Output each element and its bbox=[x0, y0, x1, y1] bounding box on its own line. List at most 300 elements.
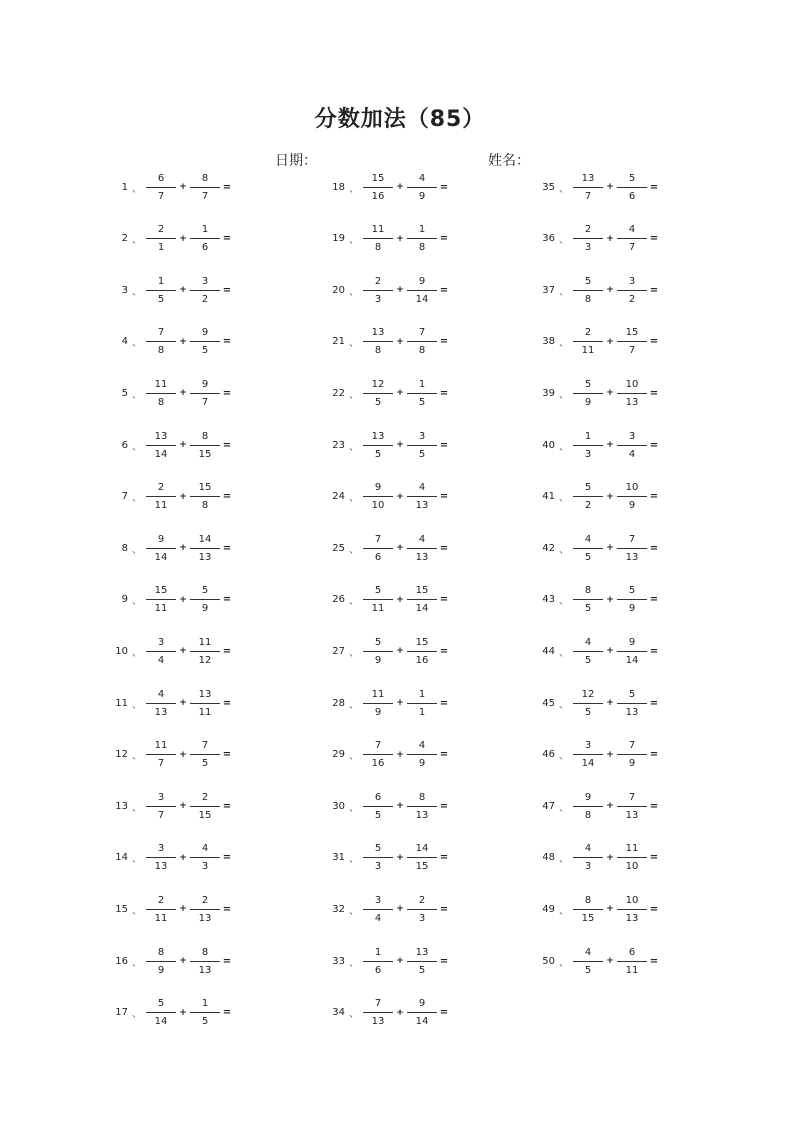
second-fraction bbox=[617, 172, 647, 203]
number-separator: 、 bbox=[349, 544, 359, 556]
fraction-bar bbox=[363, 806, 393, 807]
denominator: 11 bbox=[198, 706, 212, 718]
numerator: 1 bbox=[418, 688, 426, 700]
numerator: 4 bbox=[157, 688, 165, 700]
fraction-bar bbox=[573, 290, 603, 291]
problem-item bbox=[527, 579, 742, 621]
equals-sign: = bbox=[439, 594, 449, 606]
plus-sign: + bbox=[606, 852, 614, 863]
denominator: 9 bbox=[374, 654, 382, 666]
first-fraction bbox=[363, 842, 393, 873]
denominator: 5 bbox=[584, 654, 592, 666]
plus-sign: + bbox=[606, 543, 614, 554]
first-fraction bbox=[146, 842, 176, 873]
number-separator: 、 bbox=[132, 441, 142, 453]
problem-item bbox=[100, 579, 315, 621]
numerator: 4 bbox=[418, 740, 426, 752]
denominator: 3 bbox=[374, 861, 382, 873]
fraction-bar bbox=[190, 754, 220, 755]
denominator: 3 bbox=[374, 293, 382, 305]
problem-item bbox=[317, 837, 532, 879]
fraction-bar bbox=[363, 909, 393, 910]
problem-number: 1 bbox=[121, 181, 128, 193]
fraction-bar bbox=[617, 754, 647, 755]
denominator: 3 bbox=[584, 448, 592, 460]
first-fraction bbox=[363, 378, 393, 409]
denominator: 12 bbox=[198, 654, 212, 666]
denominator: 8 bbox=[584, 809, 592, 821]
fraction-bar bbox=[146, 341, 176, 342]
plus-sign: + bbox=[179, 543, 187, 554]
numerator: 9 bbox=[584, 791, 592, 803]
fraction-bar bbox=[573, 857, 603, 858]
numerator: 5 bbox=[201, 585, 209, 597]
fraction-bar bbox=[363, 1012, 393, 1013]
numerator: 11 bbox=[198, 636, 212, 648]
fraction-bar bbox=[617, 496, 647, 497]
second-fraction bbox=[407, 223, 437, 254]
second-fraction bbox=[407, 275, 437, 306]
first-fraction bbox=[146, 481, 176, 512]
first-fraction bbox=[146, 997, 176, 1028]
denominator: 8 bbox=[201, 500, 209, 512]
denominator: 3 bbox=[201, 861, 209, 873]
problem-item bbox=[527, 837, 742, 879]
numerator: 8 bbox=[584, 585, 592, 597]
problem-item bbox=[100, 682, 315, 724]
second-fraction bbox=[407, 378, 437, 409]
number-separator: 、 bbox=[132, 854, 142, 866]
denominator: 5 bbox=[418, 964, 426, 976]
numerator: 5 bbox=[584, 378, 592, 390]
problem-number: 45 bbox=[542, 697, 555, 709]
number-separator: 、 bbox=[132, 338, 142, 350]
denominator: 9 bbox=[584, 396, 592, 408]
problem-item bbox=[100, 940, 315, 982]
problem-item bbox=[100, 218, 315, 260]
second-fraction bbox=[407, 430, 437, 461]
denominator: 5 bbox=[584, 603, 592, 615]
problem-number: 46 bbox=[542, 749, 555, 761]
numerator: 12 bbox=[581, 688, 595, 700]
numerator: 15 bbox=[371, 172, 385, 184]
number-separator: 、 bbox=[349, 905, 359, 917]
numerator: 1 bbox=[418, 224, 426, 236]
fraction-bar bbox=[573, 341, 603, 342]
number-separator: 、 bbox=[349, 338, 359, 350]
fraction-bar bbox=[573, 238, 603, 239]
equals-sign: = bbox=[649, 336, 659, 348]
fraction-bar bbox=[573, 548, 603, 549]
number-separator: 、 bbox=[559, 286, 569, 298]
problem-item bbox=[527, 888, 742, 930]
numerator: 11 bbox=[625, 843, 639, 855]
plus-sign: + bbox=[606, 698, 614, 708]
problem-item bbox=[527, 734, 742, 776]
first-fraction bbox=[573, 842, 603, 873]
numerator: 4 bbox=[584, 843, 592, 855]
fraction-bar bbox=[407, 341, 437, 342]
denominator: 9 bbox=[157, 964, 165, 976]
numerator: 9 bbox=[374, 482, 382, 494]
denominator: 8 bbox=[157, 396, 165, 408]
problem-number: 44 bbox=[542, 645, 555, 657]
number-separator: 、 bbox=[132, 699, 142, 711]
fraction-bar bbox=[146, 290, 176, 291]
problem-number: 38 bbox=[542, 336, 555, 348]
numerator: 9 bbox=[201, 378, 209, 390]
second-fraction bbox=[190, 946, 220, 977]
fraction-bar bbox=[573, 754, 603, 755]
fraction-bar bbox=[407, 857, 437, 858]
fraction-bar bbox=[407, 238, 437, 239]
denominator: 13 bbox=[415, 551, 429, 563]
numerator: 11 bbox=[154, 378, 168, 390]
equals-sign: = bbox=[439, 233, 449, 245]
problem-number: 33 bbox=[332, 955, 345, 967]
second-fraction bbox=[617, 326, 647, 357]
problem-item bbox=[100, 785, 315, 827]
numerator: 13 bbox=[371, 327, 385, 339]
denominator: 13 bbox=[198, 912, 212, 924]
denominator: 14 bbox=[154, 551, 168, 563]
problem-item bbox=[527, 476, 742, 518]
number-separator: 、 bbox=[132, 389, 142, 401]
fraction-bar bbox=[573, 806, 603, 807]
problem-item bbox=[317, 785, 532, 827]
problem-number: 8 bbox=[121, 542, 128, 554]
plus-sign: + bbox=[179, 904, 187, 915]
number-separator: 、 bbox=[559, 802, 569, 814]
problem-item bbox=[100, 476, 315, 518]
numerator: 3 bbox=[157, 843, 165, 855]
numerator: 9 bbox=[157, 533, 165, 545]
first-fraction bbox=[363, 326, 393, 357]
fraction-bar bbox=[190, 599, 220, 600]
denominator: 5 bbox=[584, 706, 592, 718]
second-fraction bbox=[190, 842, 220, 873]
equals-sign: = bbox=[649, 491, 659, 503]
problem-number: 16 bbox=[115, 955, 128, 967]
numerator: 7 bbox=[418, 327, 426, 339]
second-fraction bbox=[190, 997, 220, 1028]
numerator: 13 bbox=[415, 946, 429, 958]
numerator: 9 bbox=[418, 275, 426, 287]
fraction-bar bbox=[617, 238, 647, 239]
denominator: 5 bbox=[418, 448, 426, 460]
numerator: 7 bbox=[628, 740, 636, 752]
first-fraction bbox=[146, 533, 176, 564]
problem-item bbox=[527, 785, 742, 827]
denominator: 5 bbox=[584, 964, 592, 976]
number-separator: 、 bbox=[132, 544, 142, 556]
fraction-bar bbox=[363, 238, 393, 239]
numerator: 3 bbox=[157, 791, 165, 803]
problem-number: 41 bbox=[542, 491, 555, 503]
number-separator: 、 bbox=[559, 235, 569, 247]
fraction-bar bbox=[407, 1012, 437, 1013]
first-fraction bbox=[573, 533, 603, 564]
second-fraction bbox=[407, 533, 437, 564]
first-fraction bbox=[573, 223, 603, 254]
denominator: 14 bbox=[415, 293, 429, 305]
plus-sign: + bbox=[179, 388, 187, 399]
denominator: 5 bbox=[418, 396, 426, 408]
fraction-bar bbox=[363, 393, 393, 394]
denominator: 14 bbox=[415, 603, 429, 615]
problem-item bbox=[317, 476, 532, 518]
denominator: 11 bbox=[154, 912, 168, 924]
number-separator: 、 bbox=[349, 441, 359, 453]
problem-item bbox=[100, 372, 315, 414]
denominator: 16 bbox=[415, 654, 429, 666]
first-fraction bbox=[363, 223, 393, 254]
first-fraction bbox=[573, 326, 603, 357]
problem-item bbox=[527, 372, 742, 414]
denominator: 8 bbox=[374, 345, 382, 357]
denominator: 8 bbox=[418, 345, 426, 357]
numerator: 15 bbox=[154, 585, 168, 597]
numerator: 7 bbox=[628, 791, 636, 803]
problem-number: 20 bbox=[332, 284, 345, 296]
problem-item bbox=[317, 992, 532, 1034]
plus-sign: + bbox=[396, 336, 404, 347]
first-fraction bbox=[573, 894, 603, 925]
equals-sign: = bbox=[649, 542, 659, 554]
numerator: 10 bbox=[625, 894, 639, 906]
problem-number: 43 bbox=[542, 594, 555, 606]
second-fraction bbox=[190, 275, 220, 306]
first-fraction bbox=[573, 791, 603, 822]
fraction-bar bbox=[617, 445, 647, 446]
second-fraction bbox=[190, 791, 220, 822]
second-fraction bbox=[617, 791, 647, 822]
numerator: 1 bbox=[418, 378, 426, 390]
equals-sign: = bbox=[222, 594, 232, 606]
second-fraction bbox=[190, 378, 220, 409]
numerator: 12 bbox=[371, 378, 385, 390]
fraction-bar bbox=[190, 393, 220, 394]
denominator: 9 bbox=[418, 758, 426, 770]
fraction-bar bbox=[407, 909, 437, 910]
denominator: 14 bbox=[154, 448, 168, 460]
fraction-bar bbox=[573, 703, 603, 704]
number-separator: 、 bbox=[132, 183, 142, 195]
problem-item bbox=[100, 166, 315, 208]
numerator: 5 bbox=[157, 998, 165, 1010]
numerator: 10 bbox=[625, 482, 639, 494]
number-separator: 、 bbox=[349, 699, 359, 711]
second-fraction bbox=[407, 584, 437, 615]
plus-sign: + bbox=[396, 852, 404, 863]
second-fraction bbox=[617, 688, 647, 719]
equals-sign: = bbox=[222, 181, 232, 193]
second-fraction bbox=[407, 894, 437, 925]
number-separator: 、 bbox=[132, 905, 142, 917]
numerator: 4 bbox=[584, 533, 592, 545]
first-fraction bbox=[146, 275, 176, 306]
fraction-bar bbox=[407, 496, 437, 497]
numerator: 5 bbox=[374, 585, 382, 597]
plus-sign: + bbox=[606, 646, 614, 657]
denominator: 6 bbox=[201, 242, 209, 254]
plus-sign: + bbox=[396, 182, 404, 192]
first-fraction bbox=[146, 791, 176, 822]
fraction-bar bbox=[190, 703, 220, 704]
fraction-bar bbox=[573, 496, 603, 497]
problem-number: 47 bbox=[542, 800, 555, 812]
equals-sign: = bbox=[439, 852, 449, 864]
first-fraction bbox=[146, 688, 176, 719]
problem-number: 37 bbox=[542, 284, 555, 296]
denominator: 13 bbox=[154, 861, 168, 873]
problem-item bbox=[527, 940, 742, 982]
problem-number: 23 bbox=[332, 439, 345, 451]
numerator: 10 bbox=[625, 378, 639, 390]
fraction-bar bbox=[407, 187, 437, 188]
plus-sign: + bbox=[396, 801, 404, 812]
numerator: 8 bbox=[201, 430, 209, 442]
problem-number: 30 bbox=[332, 800, 345, 812]
equals-sign: = bbox=[649, 439, 659, 451]
plus-sign: + bbox=[606, 440, 614, 450]
number-separator: 、 bbox=[349, 235, 359, 247]
equals-sign: = bbox=[222, 852, 232, 864]
fraction-bar bbox=[407, 703, 437, 704]
equals-sign: = bbox=[439, 749, 449, 761]
fraction-bar bbox=[146, 961, 176, 962]
denominator: 6 bbox=[628, 190, 636, 202]
fraction-bar bbox=[407, 754, 437, 755]
problem-item bbox=[317, 940, 532, 982]
plus-sign: + bbox=[606, 491, 614, 502]
problem-number: 15 bbox=[115, 903, 128, 915]
numerator: 3 bbox=[628, 275, 636, 287]
numerator: 7 bbox=[201, 740, 209, 752]
problem-item bbox=[100, 734, 315, 776]
second-fraction bbox=[407, 172, 437, 203]
equals-sign: = bbox=[649, 233, 659, 245]
problem-item bbox=[100, 321, 315, 363]
equals-sign: = bbox=[649, 387, 659, 399]
numerator: 8 bbox=[418, 791, 426, 803]
fraction-bar bbox=[190, 806, 220, 807]
problem-item bbox=[317, 166, 532, 208]
equals-sign: = bbox=[222, 336, 232, 348]
number-separator: 、 bbox=[132, 235, 142, 247]
denominator: 7 bbox=[157, 758, 165, 770]
numerator: 2 bbox=[201, 791, 209, 803]
problem-number: 21 bbox=[332, 336, 345, 348]
numerator: 13 bbox=[154, 430, 168, 442]
fraction-bar bbox=[573, 187, 603, 188]
fraction-bar bbox=[146, 187, 176, 188]
problem-number: 25 bbox=[332, 542, 345, 554]
denominator: 13 bbox=[415, 500, 429, 512]
first-fraction bbox=[146, 584, 176, 615]
second-fraction bbox=[190, 688, 220, 719]
denominator: 8 bbox=[374, 242, 382, 254]
denominator: 6 bbox=[374, 964, 382, 976]
plus-sign: + bbox=[396, 956, 404, 966]
denominator: 5 bbox=[157, 293, 165, 305]
fraction-bar bbox=[363, 961, 393, 962]
numerator: 13 bbox=[581, 172, 595, 184]
problem-number: 49 bbox=[542, 903, 555, 915]
denominator: 9 bbox=[374, 706, 382, 718]
fraction-bar bbox=[617, 599, 647, 600]
first-fraction bbox=[363, 275, 393, 306]
equals-sign: = bbox=[649, 852, 659, 864]
plus-sign: + bbox=[179, 336, 187, 347]
number-separator: 、 bbox=[349, 751, 359, 763]
numerator: 4 bbox=[418, 482, 426, 494]
second-fraction bbox=[407, 481, 437, 512]
first-fraction bbox=[573, 275, 603, 306]
fraction-bar bbox=[363, 548, 393, 549]
second-fraction bbox=[617, 584, 647, 615]
equals-sign: = bbox=[222, 233, 232, 245]
fraction-bar bbox=[617, 961, 647, 962]
problem-number: 26 bbox=[332, 594, 345, 606]
fraction-bar bbox=[363, 290, 393, 291]
numerator: 2 bbox=[157, 224, 165, 236]
fraction-bar bbox=[146, 806, 176, 807]
second-fraction bbox=[407, 636, 437, 667]
denominator: 11 bbox=[154, 603, 168, 615]
problem-item bbox=[317, 218, 532, 260]
fraction-bar bbox=[617, 806, 647, 807]
denominator: 7 bbox=[584, 190, 592, 202]
plus-sign: + bbox=[179, 285, 187, 296]
numerator: 5 bbox=[628, 585, 636, 597]
fraction-bar bbox=[407, 393, 437, 394]
problem-item bbox=[317, 321, 532, 363]
fraction-bar bbox=[190, 548, 220, 549]
second-fraction bbox=[190, 326, 220, 357]
first-fraction bbox=[363, 739, 393, 770]
numerator: 15 bbox=[625, 327, 639, 339]
equals-sign: = bbox=[222, 542, 232, 554]
numerator: 8 bbox=[157, 946, 165, 958]
denominator: 4 bbox=[157, 654, 165, 666]
plus-sign: + bbox=[606, 336, 614, 347]
problem-number: 6 bbox=[121, 439, 128, 451]
denominator: 4 bbox=[628, 448, 636, 460]
numerator: 8 bbox=[584, 894, 592, 906]
fraction-bar bbox=[190, 1012, 220, 1013]
equals-sign: = bbox=[439, 491, 449, 503]
problem-item bbox=[100, 527, 315, 569]
number-separator: 、 bbox=[349, 286, 359, 298]
fraction-bar bbox=[146, 393, 176, 394]
equals-sign: = bbox=[222, 955, 232, 967]
denominator: 10 bbox=[371, 500, 385, 512]
denominator: 11 bbox=[371, 603, 385, 615]
fraction-bar bbox=[146, 496, 176, 497]
numerator: 3 bbox=[628, 430, 636, 442]
numerator: 2 bbox=[157, 894, 165, 906]
equals-sign: = bbox=[439, 542, 449, 554]
denominator: 14 bbox=[415, 1016, 429, 1028]
denominator: 3 bbox=[584, 242, 592, 254]
problem-number: 32 bbox=[332, 903, 345, 915]
numerator: 2 bbox=[584, 327, 592, 339]
fraction-bar bbox=[407, 961, 437, 962]
denominator: 2 bbox=[584, 500, 592, 512]
second-fraction bbox=[407, 791, 437, 822]
problem-number: 5 bbox=[121, 387, 128, 399]
